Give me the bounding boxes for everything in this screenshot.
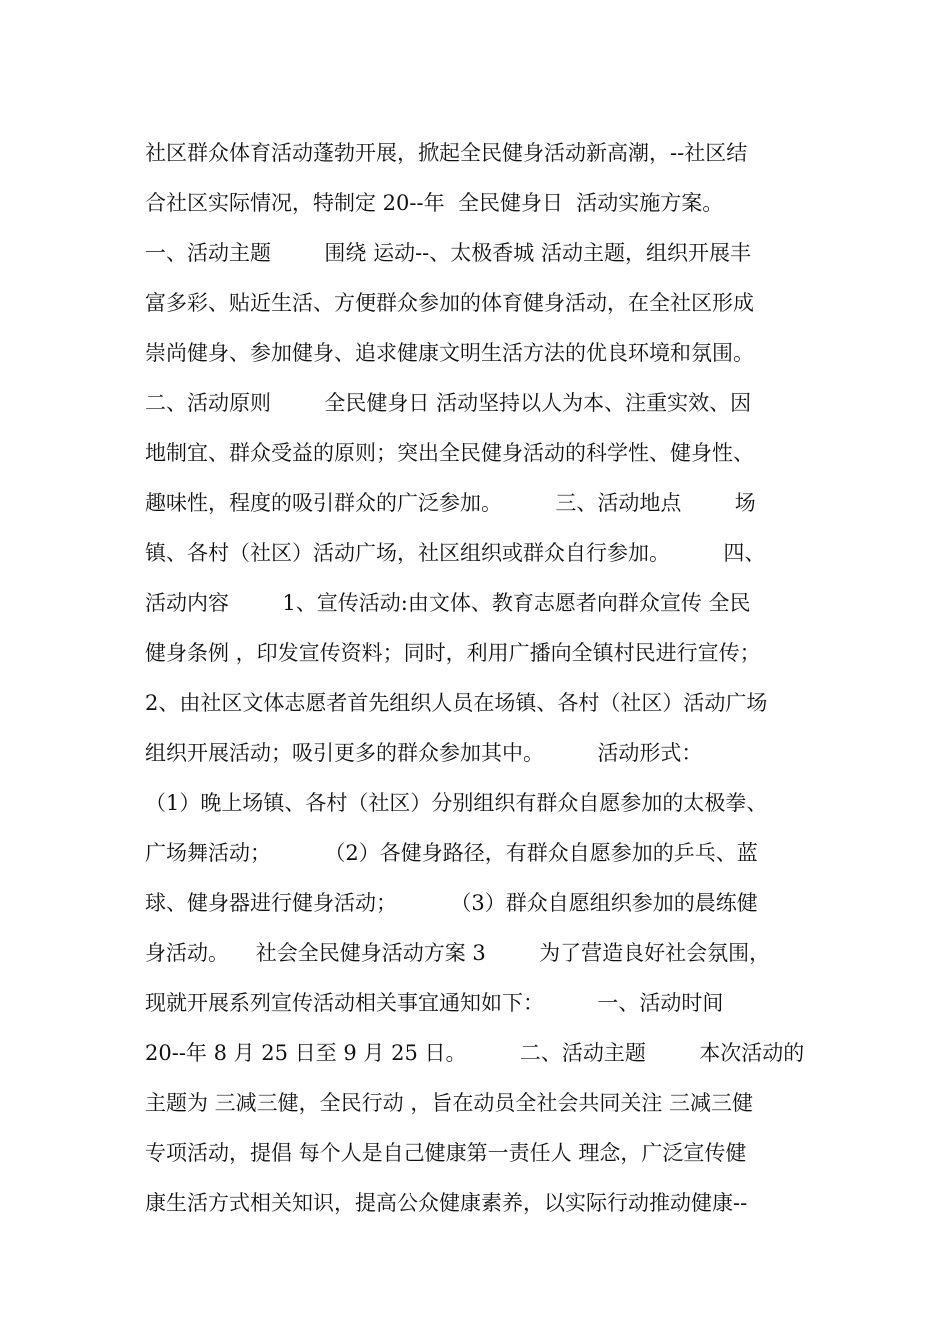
text-line: 崇尚健身、参加健身、追求健康文明生活方法的优良环境和氛围。 <box>145 341 754 365</box>
text-line: 趣味性，程度的吸引群众的广泛参加。 三、活动地点 场 <box>145 491 756 515</box>
text-line: 健身条例 ，印发宣传资料；同时，利用广播向全镇村民进行宣传； <box>145 641 761 665</box>
text-line: 专项活动，提倡 每个人是自己健康第一责任人 理念，广泛宣传健 <box>145 1141 747 1165</box>
text-line: 主题为 三减三健，全民行动 ，旨在动员全社会共同关注 三减三健 <box>145 1091 754 1115</box>
document-body <box>145 128 807 1228</box>
text-line: 20--年 8 月 25 日至 9 月 25 日。 二、活动主题 本次活动的 <box>145 1041 805 1065</box>
text-line: 镇、各村（社区）活动广场，社区组织或群众自行参加。 四、 <box>145 541 766 565</box>
text-line: （1）晚上场镇、各村（社区）分别组织有群众自愿参加的太极拳、 <box>145 791 768 815</box>
text-line: 2、由社区文体志愿者首先组织人员在场镇、各村（社区）活动广场 <box>145 691 768 715</box>
text-line: 活动内容 1、宣传活动:由文体、教育志愿者向群众宣传 全民 <box>145 591 751 615</box>
text-line: 合社区实际情况，特制定 20--年 全民健身日 活动实施方案。 <box>145 191 724 215</box>
text-line: 二、活动原则 全民健身日 活动坚持以人为本、注重实效、因 <box>145 391 752 415</box>
text-line: 富多彩、贴近生活、方便群众参加的体育健身活动，在全社区形成 <box>145 291 754 315</box>
text-line: 球、健身器进行健身活动； （3）群众自愿组织参加的晨练健 <box>145 891 758 915</box>
text-line: 身活动。 社会全民健身活动方案 3 为了营造良好社会氛围， <box>145 941 771 965</box>
text-line: 社区群众体育活动蓬勃开展，掀起全民健身活动新高潮，--社区结 <box>145 141 748 165</box>
text-line: 现就开展系列宣传活动相关事宜通知如下： 一、活动时间 <box>145 991 724 1015</box>
text-line: 康生活方式相关知识，提高公众健康素养，以实际行动推动健康-- <box>145 1191 748 1215</box>
text-line: 广场舞活动； （2）各健身路径，有群众自愿参加的乒乓、蓝 <box>145 841 758 865</box>
text-line: 一、活动主题 围绕 运动--、太极香城 活动主题，组织开展丰 <box>145 241 751 265</box>
text-line: 地制宜、群众受益的原则；突出全民健身活动的科学性、健身性、 <box>145 441 754 465</box>
text-line: 组织开展活动；吸引更多的群众参加其中。 活动形式： <box>145 741 703 765</box>
